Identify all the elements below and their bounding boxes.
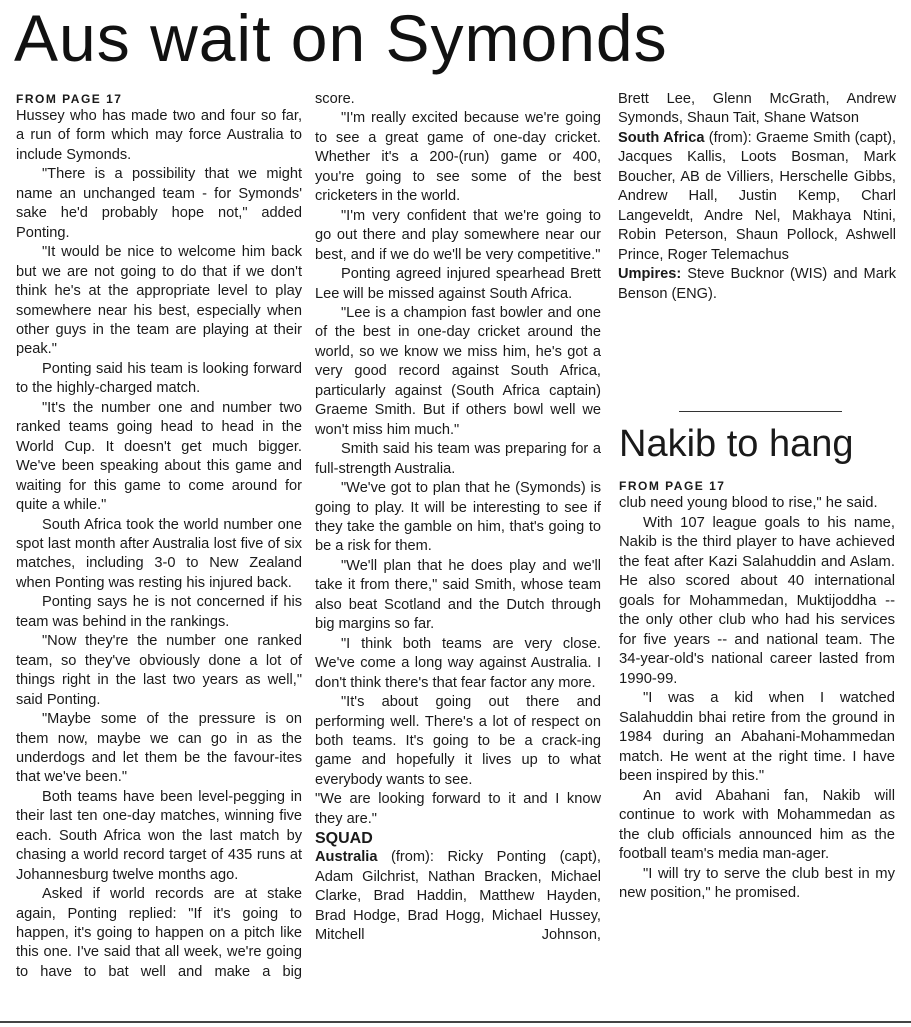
australia-list: (from): Ricky Ponting (capt), Adam Gilchrist, Nathan Bracken, Michael Clarke, Brad Haddin, Matthew Hayden, Brad Hodge, Brad Hogg, Michael Hussey, Mitchell Johnson,	[315, 849, 601, 944]
paragraph: Ponting said his team is looking forward to the highly-charged match.	[16, 360, 302, 397]
paragraph: "It's about going out there and performing well. There's a lot of respect on both teams. It's going to be a crack-ing game and hopefully it lives up to what everybody wants to see.	[315, 694, 601, 788]
south-africa-label: South Africa	[618, 129, 705, 146]
from-page-tag: FROM PAGE 17	[16, 92, 123, 106]
south-africa-list: (from): Graeme Smith (capt), Jacques Kallis, Loots Bosman, Mark Boucher, AB de Villiers, Herschelle Gibbs, Andrew Hall, Justin Kemp, Charl Langeveldt, Andre Nel, Makhaya Ntini, Robin Peterson, Shaun Pollock, Ashwell Prince, Roger Telemachus	[618, 129, 897, 263]
paragraph: "I think both teams are very close. We've come a long way against Australia. I don't think there's that fear factor any more.	[315, 635, 601, 691]
page-bottom-rule	[0, 1021, 911, 1023]
headline: Aus wait on Symonds	[14, 1, 668, 75]
paragraph: "We've got to plan that he (Symonds) is going to play. It will be interesting to see if they take the gamble on him, that's going to be a risk for them.	[315, 480, 601, 555]
paragraph: Asked if world records are at stake again, Ponting replied: "If it's going to happen, it's going to happen on a pitch like this one. I've said that all week, we're going to have to bat well and make a big	[16, 886, 302, 980]
paragraph: Ponting says he is not concerned if his team was behind in the rankings.	[16, 594, 302, 630]
squad-heading: SQUAD	[315, 830, 373, 848]
story-divider	[679, 411, 842, 412]
paragraph: Hussey who has made two and four so far, a run of form which may force Australia to include Symonds.	[16, 108, 302, 163]
paragraph: "There is a possibility that we might name an unchanged team - for Symonds' sake he'd probably hope not," added Ponting.	[16, 166, 302, 241]
paragraph: "I'm really excited because we're going to see a great game of one-day cricket. Whether it's a 200-(run) game or 400, you're going to see some of the best cricketers in the world.	[315, 110, 601, 205]
paragraph: Both teams have been level-pegging in their last ten one-day matches, winning five each. South Africa won the last match by chasing a world record target of 435 runs at Johannesburg twelve months ago.	[16, 788, 302, 883]
paragraph: club need young blood to rise," he said.	[619, 495, 878, 511]
second-headline: Nakib to hang	[619, 423, 854, 465]
paragraph: "We are looking forward to it and I know they are."	[315, 791, 601, 827]
paragraph: Ponting agreed injured spearhead Brett Lee will be missed against South Africa.	[315, 266, 601, 302]
paragraph: "It's the number one and number two ranked teams going head to head in the World Cup. It doesn't get much bigger. We've been speaking about this game and waiting for this game to come around for quite a while."	[16, 399, 302, 514]
story-column-1	[16, 90, 302, 982]
paragraph: "I was a kid when I watched Salahuddin bhai retire from the ground in 1984 during an Abahani-Mohammedan match. He went at the right time. I have been inspired by this."	[619, 690, 895, 784]
paragraph: South Africa took the world number one spot last month after Australia lost five of six matches, including 3-0 to New Zealand when Ponting was resting his injured back.	[16, 516, 302, 591]
australia-label: Australia	[315, 849, 378, 866]
paragraph: An avid Abahani fan, Nakib will continue to work with Mohammedan as the club officials announced him as the football team's media man-ager.	[619, 787, 895, 862]
story-column-3	[618, 90, 896, 304]
paragraph: "Maybe some of the pressure is on them now, maybe we can go in as the underdogs and let them be the favour-ites that we've been."	[16, 711, 302, 786]
paragraph: score.	[315, 91, 355, 107]
squad-south-africa	[618, 129, 896, 265]
second-story-column	[619, 477, 895, 904]
umpires	[618, 265, 896, 304]
paragraph: "Now they're the number one ranked team, so they've obviously done a lot of things right in the last two years as well," said Ponting.	[16, 633, 302, 708]
umpires-label: Umpires:	[618, 266, 682, 283]
squad-australia-cont: Brett Lee, Glenn McGrath, Andrew Symonds, Shaun Tait, Shane Watson	[618, 91, 896, 127]
paragraph: "I will try to serve the club best in my new position," he promised.	[619, 865, 895, 901]
paragraph: With 107 league goals to his name, Nakib is the third player to have achieved the feat after Kazi Salahuddin and Aslam. He also scored about 40 international goals for Mohammedan, Muktijoddha -- the only other club who had his services for five years -- and national team. The 34-year-old's national career lasted from 1990-99.	[619, 514, 895, 687]
from-page-tag: FROM PAGE 17	[619, 479, 726, 493]
paragraph: "I'm very confident that we're going to go out there and play somewhere near our best, and if we do we'll be very competitive."	[315, 207, 601, 263]
paragraph: Smith said his team was preparing for a full-strength Australia.	[315, 441, 601, 477]
paragraph: "Lee is a champion fast bowler and one of the best in one-day cricket around the world, so we know we miss him, he's got a very good record against South Africa, particularly against (South Africa captain) Graeme Smith. But if others bowl well we won't miss him much."	[315, 304, 601, 438]
umpires-list: Steve Bucknor (WIS) and Mark Benson (ENG).	[618, 266, 896, 302]
story-column-2	[315, 90, 601, 945]
paragraph: "We'll plan that he does play and we'll take it from there," said Smith, whose team also beat Scotland and the Dutch through big margins so far.	[315, 557, 601, 633]
squad-australia	[315, 848, 601, 945]
paragraph: "It would be nice to welcome him back but we are not going to do that if we don't think he's at the appropriate level to play somewhere near his best, especially when other guys in the team are playing at their peak."	[16, 244, 302, 358]
